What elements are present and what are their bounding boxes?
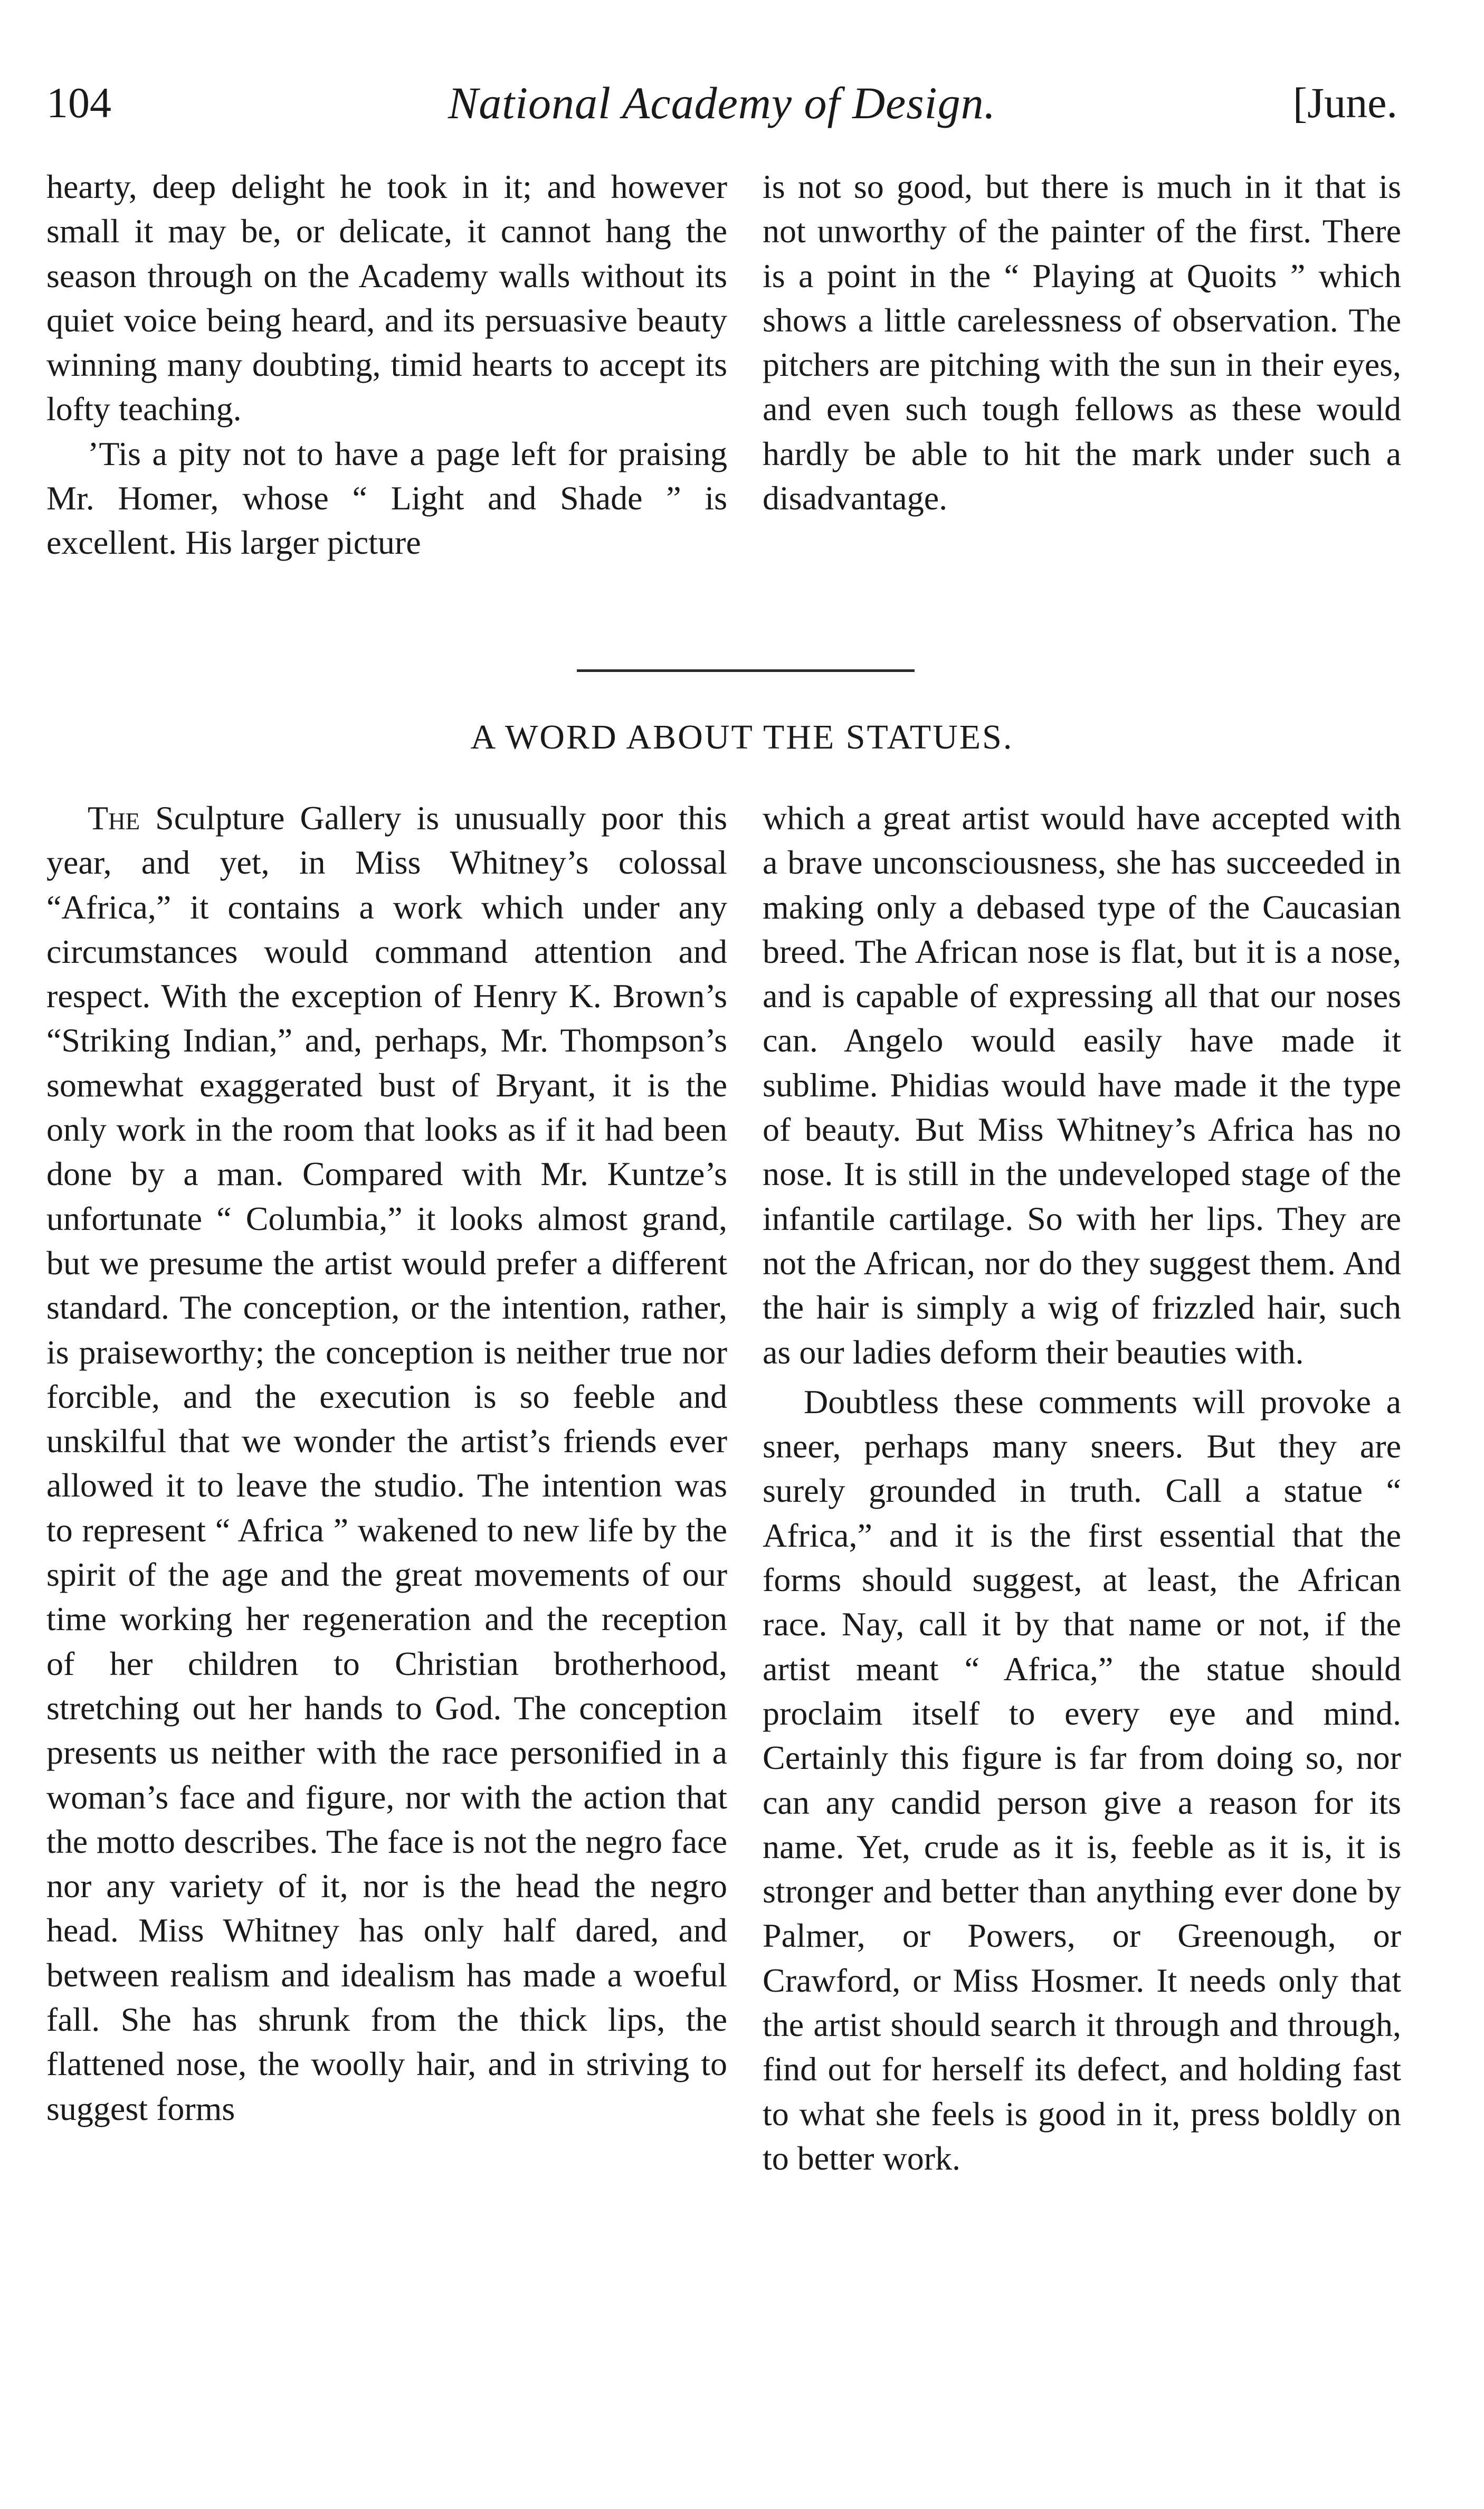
page-header [46,74,1397,143]
paragraph: Doubtless these comments will provoke a sneer, perhaps many sneers. But they are surely grounded in truth. Call a statue “ Africa,” and it is the first essential that the forms should suggest, at least, the African race. Nay, call it by that name or not, if the artist meant “ Africa,” the statue should proclaim itself to every eye and mind. Certainly this figure is far from doing so, nor can any candid person give a reason for its name. Yet, crude as it is, feeble as it is, it is stronger and better than anything ever done by Palmer, or Powers, or Greenough, or Crawford, or Miss Hosmer. It needs only that the artist should search it through and through, find out for herself its defect, and holding fast to what she feels is good in it, press boldly on to better work. [763,1383,1401,2177]
paragraph: is not so good, but there is much in it that is not unworthy of the painter of the first. There is a point in the “ Playing at Quoits ” which shows a little carelessness of observation. The pitchers are pitching with the sun in their eyes, and even such tough fellows as these would hardly be able to hit the mark under such a disadvantage. [763,168,1401,517]
previous-article-left-column [46,165,727,565]
lead-word: The [88,799,140,837]
section-divider-rule [577,669,915,672]
article-title: A WORD ABOUT THE STATUES. [470,718,1014,756]
paragraph-text: Sculpture Gallery is unusually poor this year, and yet, in Miss Whitney’s colossal “Africa,” it contains a work which under any circumstances would command attention and respect. With the exception of Henry K. Brown’s “Striking Indian,” and, perhaps, Mr. Thompson’s somewhat exaggerated bust of Bryant, it is the only work in the room that looks as if it had been done by a man. Compared with Mr. Kuntze’s unfortunate “ Columbia,” it looks almost grand, but we presume the artist would prefer a different standard. The conception, or the intention, rather, is praiseworthy; the conception is neither true nor forcible, and the execution is so feeble and unskilful that we wonder the artist’s friends ever allowed it to leave the studio. The intention was to represent “ Africa ” wakened to new life by the spirit of the age and the great movements of our time working her regeneration and the reception of her children to Christian brotherhood, stretching out her hands to God. The conception presents us neither with the race personified in a woman’s face and figure, nor with the action that the motto describes. The face is not the negro face nor any variety of it, nor is the head the negro head. Miss Whitney has only half dared, and between realism and idealism has made a woeful fall. She has shrunk from the thick lips, the flattened nose, the woolly hair, and in striving to suggest forms [46,799,727,2127]
article-right-column [763,796,1401,2181]
section-label: [June. [1292,79,1397,127]
paragraph: hearty, deep delight he took in it; and however small it may be, or delicate, it cannot hang the season through on the Academy walls without its quiet voice being heard, and its persuasive beauty winning many doubting, timid hearts to accept its lofty teaching. [46,168,727,428]
previous-article-right-column [763,165,1401,520]
paragraph: ’Tis a pity not to have a page left for praising Mr. Homer, whose “ Light and Shade ” is excellent. His larger picture [46,434,727,562]
article-left-column [46,796,727,2131]
paragraph [46,796,727,2131]
running-title: National Academy of Design. [448,78,996,128]
paragraph: which a great artist would have accepted with a brave unconsciousness, she has succeeded in making only a debased type of the Caucasian breed. The African nose is flat, but it is a nose, and is capable of expressing all that our noses can. Angelo would easily have made it sublime. Phidias would have made it the type of beauty. But Miss Whitney’s Africa has no nose. It is still in the undeveloped stage of the infantile cartilage. So with her lips. They are not the African, nor do they suggest them. And the hair is simply a wig of frizzled hair, such as our ladies deform their beauties with. [763,799,1401,1371]
page-number: 104 [46,79,111,127]
